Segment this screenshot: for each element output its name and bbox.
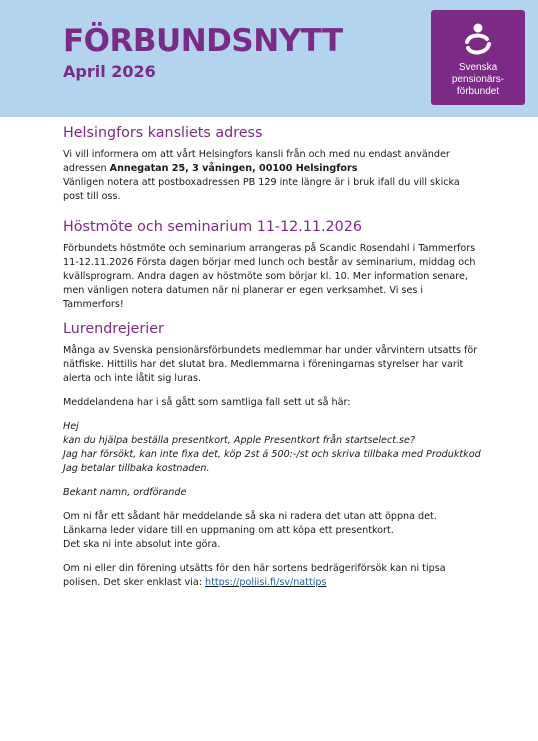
logo-text — [431, 62, 525, 98]
paragraph: Meddelandena har i så gått som samtliga fall sett ut så här: — [63, 397, 351, 408]
newsletter-content — [63, 124, 483, 604]
section-heading: Helsingfors kansliets adress — [63, 125, 263, 141]
quote-line: Jag betalar tillbaka kostnaden. — [63, 463, 210, 474]
paragraph-line: Om ni får ett sådant här meddelande så ska ni radera det utan att öppna det. — [63, 511, 437, 522]
section-scam — [63, 320, 483, 590]
organization-logo — [431, 10, 525, 105]
section-address — [63, 124, 483, 204]
paragraph-text: Om ni eller din förening utsätts för den här sortens bedrägeriförsök kan ni tipsa polisen. Det sker enklast via: — [63, 563, 446, 588]
scam-message-quote — [63, 420, 483, 476]
paragraph: Många av Svenska pensionärsförbundets medlemmar har under vårvintern utsatts för nätfiske. Hittills har det slutat bra. Medlemmarna i föreningarnas styrelser har varit alerta och inte låtit sig luras. — [63, 345, 478, 384]
paragraph-line: Länkarna leder vidare till en uppmaning om att köpa ett presentkort. — [63, 525, 394, 536]
section-heading: Höstmöte och seminarium 11-12.11.2026 — [63, 219, 362, 235]
header-banner — [0, 0, 538, 117]
scam-signature: Bekant namn, ordförande — [63, 487, 187, 498]
quote-line: Hej — [63, 421, 79, 432]
paragraph-line: Det ska ni inte absolut inte göra. — [63, 539, 221, 550]
section-meeting — [63, 218, 483, 312]
paragraph — [63, 148, 483, 176]
police-tips-link[interactable] — [205, 577, 326, 588]
address-highlight: Annegatan 25, 3 våningen, 00100 Helsingfors — [109, 163, 358, 174]
section-heading: Lurendrejerier — [63, 321, 164, 337]
paragraph: Förbundets höstmöte och seminarium arrangeras på Scandic Rosendahl i Tammerfors 11-12.11.2026 Första dagen börjar med lunch och består av seminarium, middag och kvällsprogram. Andra dagen av höstmöte som börjar kl. 10. Mer information senare, men vänligen notera datumen när ni planerar er egen verksamhet. Vi ses i Tammerfors! — [63, 243, 476, 310]
paragraph — [63, 510, 483, 552]
police-tips-link-text: https://poliisi.fi/sv/nattips — [204, 577, 327, 588]
logo-line: Svenska — [458, 62, 498, 73]
quote-line: kan du hjälpa beställa presentkort, Apple Presentkort från startselect.se? — [63, 435, 416, 446]
paragraph: Vänligen notera att postboxadressen PB 129 inte längre är i bruk ifall du vill skicka post till oss. — [63, 177, 460, 202]
logo-mark-icon — [461, 22, 495, 58]
logo-line: förbundet — [456, 86, 500, 97]
paragraph — [63, 562, 483, 590]
paragraph-text: Vi vill informera om att vårt Helsingfors kansli från och med nu endast använder adressen — [63, 149, 450, 174]
logo-line: pensionärs- — [451, 74, 505, 85]
newsletter-title: FÖRBUNDSNYTT — [63, 23, 343, 59]
quote-line: Jag har försökt, kan inte fixa det, köp 2st á 500:-/st och skriva tillbaka med Produktkod — [63, 449, 481, 460]
newsletter-date: April 2026 — [63, 62, 156, 81]
